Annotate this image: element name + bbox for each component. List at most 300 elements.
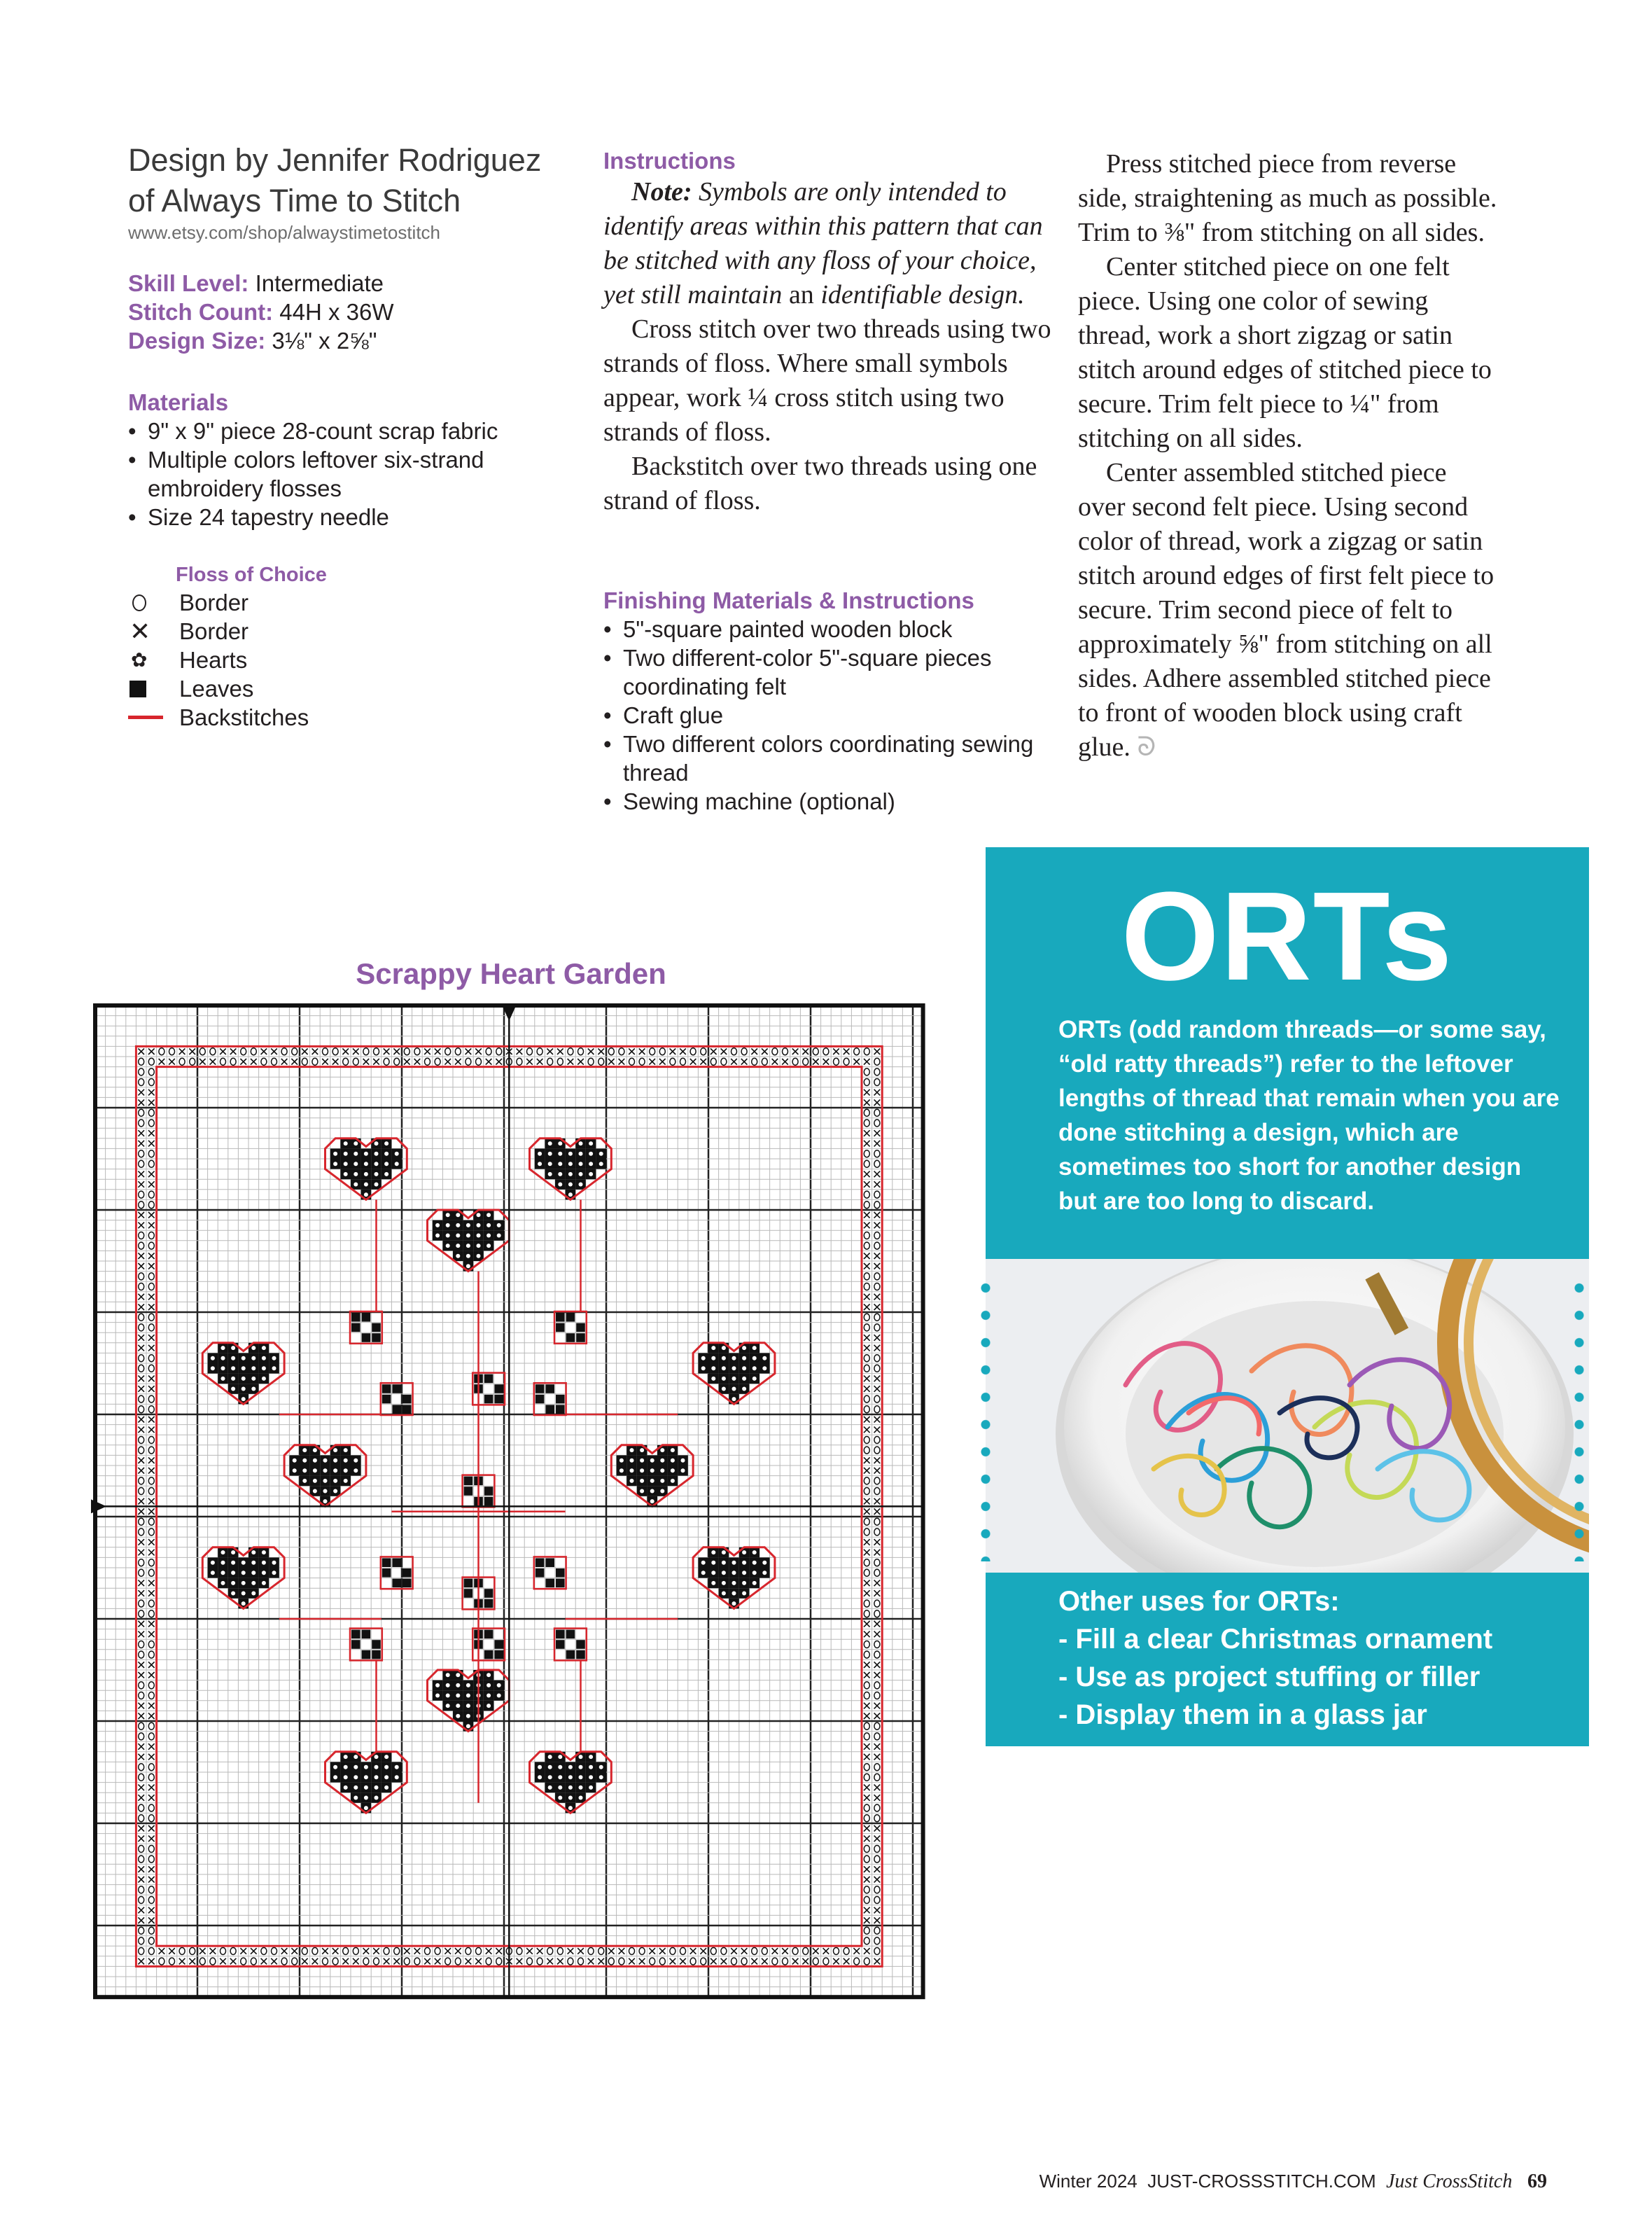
heart-stitch-center bbox=[221, 1561, 225, 1565]
heart-stitch-center bbox=[302, 1468, 307, 1472]
design-size-label: Design Size: bbox=[128, 328, 266, 354]
key-label: Backstitches bbox=[179, 704, 309, 730]
heart-stitch-center bbox=[742, 1581, 746, 1585]
heart-stitch-center bbox=[272, 1366, 276, 1370]
heart-stitch-center bbox=[262, 1581, 266, 1585]
heart-stitch-center bbox=[568, 1192, 573, 1197]
heart-stitch-center bbox=[364, 1775, 368, 1779]
heart-stitch-center bbox=[752, 1377, 757, 1381]
finishing-paragraph: Press stitched piece from reverse side, straightening as much as possible. Trim to ⅜" from stitching on all sides. bbox=[1078, 149, 1497, 247]
heart-stitch-center bbox=[333, 1152, 337, 1156]
heart-stitch-center bbox=[344, 1458, 348, 1463]
skill-value: Intermediate bbox=[255, 270, 384, 296]
designer-url: www.etsy.com/shop/alwaystimetostitch bbox=[128, 222, 440, 243]
leaf-stitch bbox=[372, 1650, 381, 1659]
heart-stitch-center bbox=[293, 1468, 297, 1472]
heart-stitch-center bbox=[231, 1581, 235, 1585]
heart-stitch-center bbox=[374, 1183, 379, 1187]
heart-stitch-center bbox=[221, 1346, 225, 1350]
heart-stitch-center bbox=[344, 1172, 348, 1176]
leaf-stitch bbox=[566, 1650, 575, 1659]
heart-stitch-center bbox=[568, 1806, 573, 1810]
list-item: • 5"-square painted wooden block bbox=[603, 615, 1051, 643]
heart-stitch-center bbox=[486, 1694, 491, 1698]
heart-stitch-center bbox=[302, 1458, 307, 1463]
heart-stitch-center bbox=[486, 1213, 491, 1217]
designer-line-1: Design by Jennifer Rodriguez bbox=[128, 142, 542, 178]
leaf-stitch bbox=[484, 1599, 493, 1608]
heart-stitch-center bbox=[395, 1775, 399, 1779]
heart-stitch-center bbox=[374, 1162, 379, 1166]
note-text: Symbols are only intended to identify areas within this pattern that can be stitched with any floss of your choice, yet still maintain bbox=[603, 177, 1043, 309]
heart-stitch-center bbox=[313, 1468, 317, 1472]
heart-stitch-center bbox=[231, 1346, 235, 1350]
leaf-stitch bbox=[382, 1568, 391, 1578]
heart-stitch-center bbox=[374, 1755, 379, 1759]
leaf-stitch bbox=[392, 1405, 401, 1414]
heart-stitch-center bbox=[589, 1775, 593, 1779]
heart-stitch-center bbox=[742, 1366, 746, 1370]
heart-stitch-center bbox=[558, 1141, 562, 1146]
heart-stitch-center bbox=[446, 1213, 450, 1217]
cross-stitch-chart bbox=[90, 1000, 937, 2018]
leaf-stitch bbox=[576, 1640, 585, 1649]
heart-stitch-center bbox=[384, 1152, 388, 1156]
pattern-specs bbox=[128, 269, 562, 355]
heart-stitch-center bbox=[466, 1264, 470, 1268]
heart-stitch-center bbox=[344, 1468, 348, 1472]
finishing-instructions-text bbox=[1078, 147, 1498, 765]
heart-stitch-center bbox=[538, 1775, 542, 1779]
heart-stitch-center bbox=[732, 1377, 736, 1381]
leaf-stitch bbox=[494, 1395, 503, 1404]
heart-stitch-center bbox=[732, 1366, 736, 1370]
heart-stitch-center bbox=[681, 1458, 685, 1463]
heart-stitch-center bbox=[660, 1468, 664, 1472]
leaf-stitch bbox=[402, 1405, 412, 1414]
heart-stitch-center bbox=[742, 1346, 746, 1350]
heart-stitch-center bbox=[650, 1499, 654, 1503]
heart-stitch-center bbox=[251, 1377, 255, 1381]
heart-stitch-center bbox=[711, 1550, 715, 1554]
heart-stitch-center bbox=[497, 1223, 501, 1227]
heart-stitch-center bbox=[722, 1571, 726, 1575]
heart-stitch-center bbox=[660, 1489, 664, 1494]
heart-stitch-center bbox=[456, 1673, 460, 1677]
leaf-stitch bbox=[556, 1313, 565, 1322]
heart-stitch-center bbox=[384, 1755, 388, 1759]
heart-stitch-center bbox=[313, 1448, 317, 1452]
heart-stitch-center bbox=[486, 1683, 491, 1687]
heart-stitch-center bbox=[241, 1397, 246, 1401]
heart-stitch-center bbox=[323, 1479, 328, 1483]
heart-stitch-center bbox=[752, 1550, 757, 1554]
heart-stitch-center bbox=[599, 1162, 603, 1166]
heart-stitch-center bbox=[722, 1377, 726, 1381]
heart-stitch-center bbox=[241, 1592, 246, 1596]
materials-heading: Materials bbox=[128, 389, 229, 415]
heart-stitch-center bbox=[711, 1356, 715, 1360]
heart-stitch-center bbox=[231, 1356, 235, 1360]
heart-stitch-center bbox=[435, 1234, 440, 1238]
designer-credit bbox=[128, 140, 562, 244]
heart-stitch-center bbox=[456, 1213, 460, 1217]
instructions-paragraph: Backstitch over two threads using one strand of floss. bbox=[603, 452, 1037, 515]
leaf-stitch bbox=[392, 1384, 401, 1393]
list-item: • 9" x 9" piece 28-count scrap fabric bbox=[128, 417, 562, 445]
heart-stitch-center bbox=[660, 1479, 664, 1483]
heart-stitch-center bbox=[701, 1571, 706, 1575]
heart-stitch-center bbox=[579, 1765, 583, 1769]
heart-stitch-center bbox=[333, 1458, 337, 1463]
heart-stitch-center bbox=[486, 1244, 491, 1248]
heart-stitch-center bbox=[568, 1172, 573, 1176]
heart-stitch-center bbox=[374, 1765, 379, 1769]
heart-stitch-center bbox=[456, 1223, 460, 1227]
heart-stitch-center bbox=[241, 1601, 246, 1606]
heart-stitch-center bbox=[711, 1571, 715, 1575]
heart-stitch-center bbox=[364, 1806, 368, 1810]
heart-stitch-center bbox=[589, 1755, 593, 1759]
heart-stitch-center bbox=[701, 1366, 706, 1370]
note-paragraph bbox=[603, 175, 1051, 312]
heart-stitch-center bbox=[579, 1785, 583, 1790]
heart-stitch-center bbox=[640, 1468, 644, 1472]
heart-stitch-center bbox=[262, 1377, 266, 1381]
leaf-stitch bbox=[494, 1384, 503, 1393]
heart-stitch-center bbox=[701, 1561, 706, 1565]
heart-stitch-center bbox=[742, 1387, 746, 1391]
heart-stitch-center bbox=[711, 1561, 715, 1565]
heart-stitch-center bbox=[589, 1172, 593, 1176]
heart-stitch-center bbox=[660, 1448, 664, 1452]
heart-stitch-center bbox=[364, 1192, 368, 1197]
heart-stitch-center bbox=[384, 1141, 388, 1146]
list-item: • Multiple colors leftover six-strand embroidery flosses bbox=[128, 445, 562, 503]
heart-stitch-center bbox=[722, 1561, 726, 1565]
key-row bbox=[128, 703, 548, 732]
heart-stitch-center bbox=[262, 1571, 266, 1575]
heart-stitch-center bbox=[548, 1775, 552, 1779]
flower-icon: ✿ bbox=[131, 649, 148, 671]
heart-stitch-center bbox=[681, 1468, 685, 1472]
heart-stitch-center bbox=[211, 1366, 215, 1370]
finishing-list bbox=[603, 615, 1051, 816]
heart-stitch-center bbox=[599, 1775, 603, 1779]
leaf-stitch bbox=[556, 1640, 565, 1649]
leaf-stitch bbox=[545, 1579, 554, 1588]
heart-stitch-center bbox=[732, 1387, 736, 1391]
leaf-stitch bbox=[536, 1558, 545, 1567]
heart-stitch-center bbox=[630, 1479, 634, 1483]
designer-line-2: of Always Time to Stitch bbox=[128, 183, 461, 218]
heart-stitch-center bbox=[446, 1244, 450, 1248]
heart-stitch-center bbox=[711, 1581, 715, 1585]
heart-stitch-center bbox=[221, 1581, 225, 1585]
heart-stitch-center bbox=[650, 1458, 654, 1463]
heart-stitch-center bbox=[589, 1785, 593, 1790]
heart-stitch-center bbox=[671, 1479, 675, 1483]
heart-stitch-center bbox=[558, 1172, 562, 1176]
heart-stitch-center bbox=[354, 1755, 358, 1759]
orts-uses-heading: Other uses for ORTs: bbox=[1058, 1586, 1340, 1617]
leaf-stitch bbox=[392, 1558, 401, 1567]
heart-stitch-center bbox=[221, 1550, 225, 1554]
leaf-stitch bbox=[556, 1323, 565, 1332]
heart-stitch-center bbox=[446, 1673, 450, 1677]
heart-stitch-center bbox=[568, 1796, 573, 1800]
heart-stitch-center bbox=[354, 1141, 358, 1146]
heart-stitch-center bbox=[333, 1765, 337, 1769]
heart-stitch-center bbox=[620, 1468, 624, 1472]
heart-stitch-center bbox=[231, 1377, 235, 1381]
heart-stitch-center bbox=[323, 1458, 328, 1463]
heart-stitch-center bbox=[732, 1581, 736, 1585]
heart-stitch-center bbox=[333, 1468, 337, 1472]
leaf-stitch bbox=[402, 1579, 412, 1588]
footer-site: JUST-CROSSSTITCH.COM bbox=[1147, 2171, 1376, 2192]
heart-stitch-center bbox=[722, 1387, 726, 1391]
heart-stitch-center bbox=[302, 1479, 307, 1483]
heart-stitch-center bbox=[395, 1765, 399, 1769]
heart-stitch-center bbox=[711, 1366, 715, 1370]
heart-stitch-center bbox=[466, 1724, 470, 1728]
heart-stitch-center bbox=[344, 1152, 348, 1156]
heart-stitch-center bbox=[579, 1183, 583, 1187]
heart-stitch-center bbox=[251, 1561, 255, 1565]
heart-stitch-center bbox=[344, 1448, 348, 1452]
key-row bbox=[128, 646, 548, 674]
heart-stitch-center bbox=[630, 1448, 634, 1452]
heart-stitch-center bbox=[752, 1366, 757, 1370]
leaf-stitch bbox=[402, 1395, 412, 1404]
heart-stitch-center bbox=[752, 1346, 757, 1350]
heart-stitch-center bbox=[650, 1489, 654, 1494]
heart-stitch-center bbox=[384, 1765, 388, 1769]
heart-stitch-center bbox=[722, 1592, 726, 1596]
heart-stitch-center bbox=[364, 1765, 368, 1769]
heart-stitch-center bbox=[354, 1765, 358, 1769]
heart-stitch-center bbox=[579, 1152, 583, 1156]
heart-stitch-center bbox=[599, 1152, 603, 1156]
heart-stitch-center bbox=[486, 1673, 491, 1677]
heart-stitch-center bbox=[211, 1571, 215, 1575]
heart-stitch-center bbox=[354, 1796, 358, 1800]
heart-stitch-center bbox=[732, 1561, 736, 1565]
heart-stitch-center bbox=[456, 1234, 460, 1238]
note-an: an bbox=[788, 280, 814, 309]
heart-stitch-center bbox=[466, 1254, 470, 1258]
leaf-stitch bbox=[494, 1650, 503, 1659]
heart-stitch-center bbox=[650, 1479, 654, 1483]
leaf-stitch bbox=[362, 1313, 371, 1322]
heart-stitch-center bbox=[333, 1448, 337, 1452]
note-end: identifiable design. bbox=[820, 280, 1025, 309]
heart-stitch-center bbox=[231, 1571, 235, 1575]
heart-stitch-center bbox=[497, 1694, 501, 1698]
leaf-stitch bbox=[464, 1477, 473, 1486]
heart-stitch-center bbox=[241, 1387, 246, 1391]
instructions-paragraph: Cross stitch over two threads using two strands of floss. Where small symbols appear, work ¼ cross stitch using two strands of floss. bbox=[603, 314, 1051, 447]
heart-stitch-center bbox=[333, 1162, 337, 1166]
heart-stitch-center bbox=[742, 1377, 746, 1381]
heart-stitch-center bbox=[241, 1561, 246, 1565]
key-row bbox=[128, 617, 548, 646]
materials-section bbox=[128, 389, 562, 531]
heart-stitch-center bbox=[241, 1571, 246, 1575]
heart-stitch-center bbox=[364, 1162, 368, 1166]
dotted-border-left bbox=[981, 1274, 990, 1561]
heart-stitch-center bbox=[568, 1183, 573, 1187]
leaf-stitch bbox=[545, 1405, 554, 1414]
heart-stitch-center bbox=[231, 1387, 235, 1391]
heart-stitch-center bbox=[251, 1581, 255, 1585]
orts-use-item: - Use as project stuffing or filler bbox=[1058, 1662, 1480, 1692]
heart-stitch-center bbox=[589, 1162, 593, 1166]
heart-stitch-center bbox=[262, 1366, 266, 1370]
footer-magazine: Just CrossStitch bbox=[1386, 2171, 1513, 2192]
leaf-stitch bbox=[464, 1589, 473, 1598]
heart-stitch-center bbox=[364, 1152, 368, 1156]
heart-stitch-center bbox=[466, 1683, 470, 1687]
heart-stitch-center bbox=[752, 1356, 757, 1360]
heart-stitch-center bbox=[722, 1366, 726, 1370]
heart-stitch-center bbox=[231, 1561, 235, 1565]
heart-stitch-center bbox=[762, 1356, 766, 1360]
heart-stitch-center bbox=[711, 1346, 715, 1350]
heart-stitch-center bbox=[599, 1765, 603, 1769]
leaf-stitch bbox=[536, 1568, 545, 1578]
heart-stitch-center bbox=[241, 1581, 246, 1585]
leaf-stitch bbox=[464, 1487, 473, 1496]
key-label: Border bbox=[179, 618, 249, 644]
heart-stitch-center bbox=[497, 1683, 501, 1687]
finishing-paragraph bbox=[1078, 456, 1498, 765]
design-size-value: 3⅛" x 2⅝" bbox=[272, 328, 377, 354]
heart-stitch-center bbox=[548, 1755, 552, 1759]
heart-stitch-center bbox=[640, 1448, 644, 1452]
heart-stitch-center bbox=[742, 1592, 746, 1596]
heart-stitch-center bbox=[456, 1704, 460, 1708]
leaf-stitch bbox=[484, 1487, 493, 1496]
page-number: 69 bbox=[1527, 2171, 1547, 2192]
heart-stitch-center bbox=[466, 1694, 470, 1698]
heart-stitch-center bbox=[732, 1571, 736, 1575]
x-icon: ✕ bbox=[130, 616, 151, 646]
heart-stitch-center bbox=[384, 1785, 388, 1790]
heart-stitch-center bbox=[251, 1366, 255, 1370]
stitch-count-value: 44H x 36W bbox=[279, 299, 394, 325]
leaf-stitch bbox=[536, 1384, 545, 1393]
heart-stitch-center bbox=[354, 1162, 358, 1166]
heart-stitch-center bbox=[354, 1152, 358, 1156]
heart-stitch-center bbox=[752, 1581, 757, 1585]
chart-title: Scrappy Heart Garden bbox=[356, 957, 666, 990]
skill-label: Skill Level: bbox=[128, 270, 249, 296]
heart-stitch-center bbox=[742, 1561, 746, 1565]
heart-stitch-center bbox=[344, 1765, 348, 1769]
heart-stitch-center bbox=[640, 1489, 644, 1494]
leaf-stitch bbox=[556, 1568, 565, 1578]
heart-stitch-center bbox=[558, 1765, 562, 1769]
heart-stitch-center bbox=[395, 1152, 399, 1156]
leaf-stitch bbox=[566, 1630, 575, 1639]
heart-stitch-center bbox=[579, 1775, 583, 1779]
heart-stitch-center bbox=[333, 1489, 337, 1494]
heart-stitch-center bbox=[548, 1172, 552, 1176]
heart-stitch-center bbox=[548, 1162, 552, 1166]
heart-stitch-center bbox=[446, 1223, 450, 1227]
heart-stitch-center bbox=[384, 1172, 388, 1176]
heart-stitch-center bbox=[435, 1683, 440, 1687]
instructions-heading: Instructions bbox=[603, 148, 736, 174]
list-item: • Craft glue bbox=[603, 701, 1051, 730]
heart-stitch-center bbox=[752, 1571, 757, 1575]
finishing-paragraph-text: Center assembled stitched piece over second felt piece. Using second color of thread, work a zigzag or satin stitch around edges of first felt piece to secure. Trim second piece of felt to approximately ⅝" from stitching on all sides. Adhere assembled stitched piece to front of wooden block using craft glue. bbox=[1078, 458, 1494, 762]
heart-stitch-center bbox=[630, 1458, 634, 1463]
heart-stitch-center bbox=[251, 1550, 255, 1554]
orts-body: ORTs (odd random threads—or some say, “old ratty threads”) refer to the leftover lengths of thread that remain when you are done stitching a design, which are sometimes too short for another design but are too long to discard. bbox=[1058, 1016, 1560, 1215]
finishing-paragraph: Center stitched piece on one felt piece. Using one color of sewing thread, work a short zigzag or satin stitch around edges of stitched piece to secure. Trim felt piece to ¼" from stitching on all sides. bbox=[1078, 252, 1492, 453]
heart-stitch-center bbox=[313, 1479, 317, 1483]
heart-stitch-center bbox=[251, 1571, 255, 1575]
heart-stitch-center bbox=[558, 1152, 562, 1156]
heart-stitch-center bbox=[333, 1775, 337, 1779]
heart-stitch-center bbox=[589, 1765, 593, 1769]
leaf-stitch bbox=[556, 1405, 565, 1414]
heart-stitch-center bbox=[558, 1162, 562, 1166]
heart-stitch-center bbox=[456, 1694, 460, 1698]
heart-stitch-center bbox=[446, 1704, 450, 1708]
heart-stitch-center bbox=[354, 1458, 358, 1463]
heart-stitch-center bbox=[742, 1356, 746, 1360]
end-mark-icon: ᘐ bbox=[1137, 732, 1156, 762]
heart-stitch-center bbox=[435, 1694, 440, 1698]
heart-stitch-center bbox=[262, 1550, 266, 1554]
heart-stitch-center bbox=[466, 1714, 470, 1718]
orts-title: ORTs bbox=[1121, 866, 1454, 1007]
leaf-stitch bbox=[556, 1579, 565, 1588]
leaf-stitch bbox=[576, 1323, 585, 1332]
heart-stitch-center bbox=[466, 1704, 470, 1708]
heart-stitch-center bbox=[354, 1468, 358, 1472]
heart-stitch-center bbox=[568, 1775, 573, 1779]
heart-stitch-center bbox=[456, 1244, 460, 1248]
thread-bowl-illustration bbox=[986, 1259, 1589, 1573]
leaf-stitch bbox=[382, 1384, 391, 1393]
heart-stitch-center bbox=[650, 1468, 654, 1472]
heart-stitch-center bbox=[477, 1254, 481, 1258]
heart-stitch-center bbox=[323, 1468, 328, 1472]
orts-use-item: - Display them in a glass jar bbox=[1058, 1699, 1427, 1730]
heart-stitch-center bbox=[262, 1346, 266, 1350]
circle-icon bbox=[132, 594, 146, 611]
heart-stitch-center bbox=[221, 1377, 225, 1381]
heart-stitch-center bbox=[762, 1366, 766, 1370]
leaf-stitch bbox=[402, 1568, 412, 1578]
heart-stitch-center bbox=[477, 1223, 481, 1227]
heart-stitch-center bbox=[272, 1561, 276, 1565]
dotted-border-right bbox=[1574, 1274, 1584, 1561]
orts-uses bbox=[1058, 1582, 1576, 1734]
heart-stitch-center bbox=[446, 1234, 450, 1238]
heart-stitch-center bbox=[344, 1141, 348, 1146]
heart-stitch-center bbox=[364, 1172, 368, 1176]
heart-stitch-center bbox=[558, 1775, 562, 1779]
heart-stitch-center bbox=[568, 1152, 573, 1156]
heart-stitch-center bbox=[272, 1356, 276, 1360]
leaf-stitch bbox=[372, 1323, 381, 1332]
